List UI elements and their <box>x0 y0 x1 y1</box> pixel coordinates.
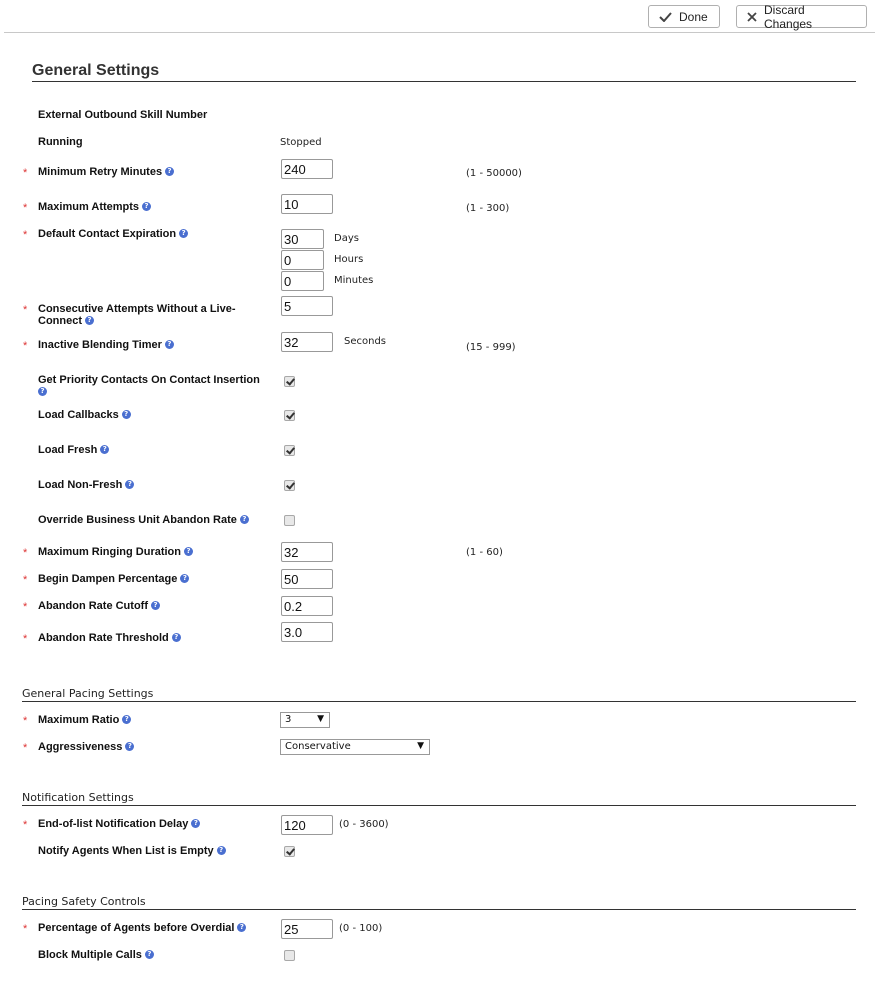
help-icon[interactable] <box>100 445 109 454</box>
load-fresh-checkbox[interactable] <box>284 445 295 456</box>
notification-heading: Notification Settings <box>22 791 134 804</box>
done-button[interactable] <box>648 5 720 28</box>
required-marker: * <box>23 742 28 754</box>
required-marker: * <box>23 601 28 613</box>
notification-delay-label: End-of-list Notification Delay? <box>38 818 200 830</box>
notify-empty-checkbox[interactable] <box>284 846 295 857</box>
required-marker: * <box>23 547 28 559</box>
block-multiple-checkbox[interactable] <box>284 950 295 961</box>
notification-delay-input[interactable] <box>281 815 333 835</box>
external-skill-label: External Outbound Skill Number <box>38 109 208 121</box>
abandon-threshold-label: Abandon Rate Threshold? <box>38 632 181 644</box>
discard-changes-button[interactable] <box>736 2 867 31</box>
dropdown-arrow-icon: ▼ <box>417 741 424 751</box>
done-label: Done <box>679 9 708 24</box>
help-icon[interactable] <box>184 547 193 556</box>
load-callbacks-label: Load Callbacks? <box>38 409 131 421</box>
help-icon[interactable] <box>180 574 189 583</box>
abandon-threshold-input[interactable] <box>281 622 333 642</box>
help-icon[interactable] <box>85 316 94 325</box>
help-icon[interactable] <box>172 633 181 642</box>
required-marker: * <box>23 819 28 831</box>
required-marker: * <box>23 202 28 214</box>
expiration-minutes-input[interactable] <box>281 271 324 291</box>
override-abandon-checkbox[interactable] <box>284 515 295 526</box>
abandon-cutoff-label: Abandon Rate Cutoff? <box>38 600 160 612</box>
min-retry-range: (1 - 50000) <box>466 168 522 179</box>
notification-divider <box>22 805 856 806</box>
pacing-divider <box>22 701 856 702</box>
required-marker: * <box>23 923 28 935</box>
help-icon[interactable] <box>125 742 134 751</box>
expiration-hours-input[interactable] <box>281 250 324 270</box>
min-retry-input[interactable] <box>281 159 333 179</box>
minutes-unit: Minutes <box>334 275 374 286</box>
help-icon[interactable] <box>179 229 188 238</box>
help-icon[interactable] <box>145 950 154 959</box>
load-nonfresh-label: Load Non-Fresh? <box>38 479 134 491</box>
discard-label: Discard Changes <box>764 2 813 31</box>
general-settings-divider <box>32 81 856 82</box>
help-icon[interactable] <box>122 410 131 419</box>
close-icon <box>747 12 757 22</box>
max-ringing-label: Maximum Ringing Duration? <box>38 546 193 558</box>
toolbar-divider <box>4 32 875 33</box>
overdial-range: (0 - 100) <box>339 923 383 934</box>
help-icon[interactable] <box>240 515 249 524</box>
expiration-days-input[interactable] <box>281 229 324 249</box>
max-ratio-label: Maximum Ratio? <box>38 714 131 726</box>
load-callbacks-checkbox[interactable] <box>284 410 295 421</box>
overdial-input[interactable] <box>281 919 333 939</box>
overdial-label: Percentage of Agents before Overdial? <box>38 922 246 934</box>
consecutive-attempts-input[interactable] <box>281 296 333 316</box>
required-marker: * <box>23 304 28 316</box>
max-ringing-range: (1 - 60) <box>466 547 503 558</box>
safety-heading: Pacing Safety Controls <box>22 895 146 908</box>
running-value: Stopped <box>280 137 322 148</box>
priority-contacts-label: Get Priority Contacts On Contact Insertion ? <box>38 374 260 398</box>
general-settings-heading: General Settings <box>32 62 160 79</box>
required-marker: * <box>23 340 28 352</box>
blending-timer-label: Inactive Blending Timer? <box>38 339 174 351</box>
dampen-input[interactable] <box>281 569 333 589</box>
dropdown-arrow-icon: ▼ <box>317 714 324 724</box>
pacing-heading: General Pacing Settings <box>22 687 154 700</box>
required-marker: * <box>23 574 28 586</box>
required-marker: * <box>23 167 28 179</box>
checkmark-icon <box>659 12 672 22</box>
days-unit: Days <box>334 233 359 244</box>
help-icon[interactable] <box>165 167 174 176</box>
safety-divider <box>22 909 856 910</box>
load-fresh-label: Load Fresh? <box>38 444 109 456</box>
required-marker: * <box>23 633 28 645</box>
aggressiveness-select[interactable]: Conservative ▼ <box>280 739 430 755</box>
override-abandon-label: Override Business Unit Abandon Rate? <box>38 514 249 526</box>
max-attempts-range: (1 - 300) <box>466 203 510 214</box>
priority-contacts-checkbox[interactable] <box>284 376 295 387</box>
blending-timer-input[interactable] <box>281 332 333 352</box>
max-ringing-input[interactable] <box>281 542 333 562</box>
max-attempts-label: Maximum Attempts? <box>38 201 151 213</box>
notification-delay-range: (0 - 3600) <box>339 819 389 830</box>
help-icon[interactable] <box>125 480 134 489</box>
dampen-label: Begin Dampen Percentage? <box>38 573 189 585</box>
notify-empty-label: Notify Agents When List is Empty? <box>38 845 226 857</box>
max-ratio-select[interactable]: 3 ▼ <box>280 712 330 728</box>
help-icon[interactable] <box>151 601 160 610</box>
help-icon[interactable] <box>142 202 151 211</box>
seconds-unit: Seconds <box>344 336 387 347</box>
hours-unit: Hours <box>334 254 364 265</box>
help-icon[interactable] <box>237 923 246 932</box>
top-toolbar <box>0 0 879 32</box>
min-retry-label: Minimum Retry Minutes? <box>38 166 174 178</box>
help-icon[interactable] <box>38 387 47 396</box>
consecutive-attempts-label: Consecutive Attempts Without a Live- Connect? <box>38 303 236 327</box>
load-nonfresh-checkbox[interactable] <box>284 480 295 491</box>
expiration-label: Default Contact Expiration? <box>38 228 188 240</box>
required-marker: * <box>23 229 28 241</box>
help-icon[interactable] <box>217 846 226 855</box>
aggressiveness-label: Aggressiveness? <box>38 741 134 753</box>
blending-timer-range: (15 - 999) <box>466 342 516 353</box>
block-multiple-label: Block Multiple Calls? <box>38 949 154 961</box>
max-attempts-input[interactable] <box>281 194 333 214</box>
help-icon[interactable] <box>191 819 200 828</box>
help-icon[interactable] <box>122 715 131 724</box>
help-icon[interactable] <box>165 340 174 349</box>
required-marker: * <box>23 715 28 727</box>
abandon-cutoff-input[interactable] <box>281 596 333 616</box>
running-label: Running <box>38 136 83 148</box>
